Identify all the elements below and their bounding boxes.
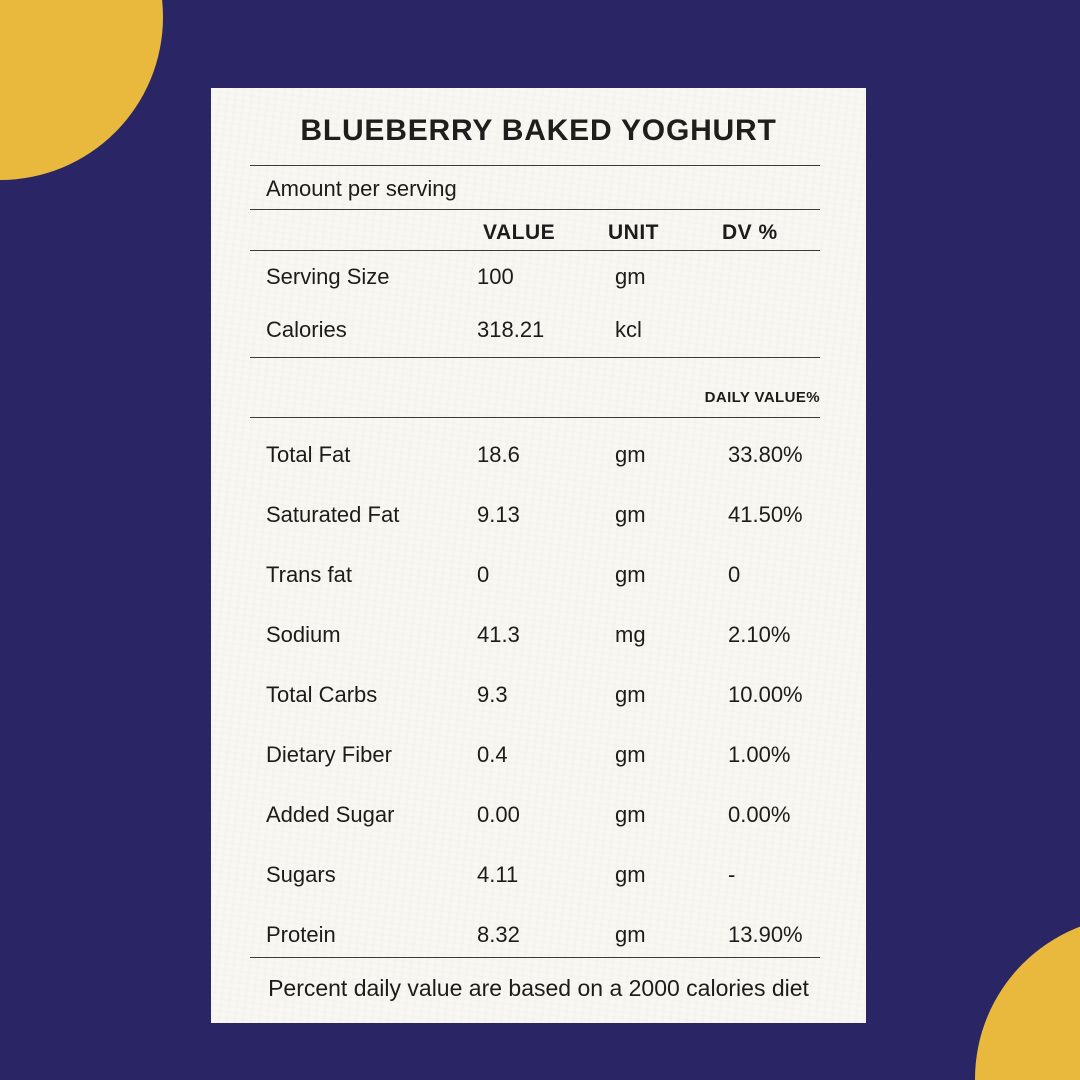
- row-value: 0.00: [477, 802, 520, 827]
- row-unit: mg: [615, 622, 646, 647]
- row-unit: gm: [615, 862, 646, 887]
- row-unit: gm: [615, 742, 646, 767]
- row-dv: 13.90%: [728, 922, 803, 947]
- row-unit: gm: [615, 502, 646, 527]
- nutrition-row: [266, 500, 826, 530]
- row-unit: gm: [615, 264, 646, 289]
- nutrition-label-card: [211, 88, 866, 1023]
- daily-value-heading: DAILY VALUE%: [704, 389, 820, 406]
- row-value: 9.3: [477, 682, 508, 707]
- divider-below-daily-value: [250, 417, 820, 418]
- row-value: 9.13: [477, 502, 520, 527]
- row-value: 0.4: [477, 742, 508, 767]
- decor-circle-top-left-icon: [0, 0, 163, 180]
- row-value: 18.6: [477, 442, 520, 467]
- row-dv: 0: [728, 562, 741, 587]
- column-header-dv: DV %: [722, 221, 778, 244]
- row-dv: [728, 315, 826, 345]
- nutrition-row: [266, 920, 826, 950]
- nutrition-row: [266, 440, 826, 470]
- row-value: 41.3: [477, 622, 520, 647]
- row-value: 8.32: [477, 922, 520, 947]
- row-label: Sodium: [266, 622, 341, 647]
- divider-below-calories: [250, 357, 820, 358]
- divider-below-headers: [250, 250, 820, 251]
- divider-below-amount: [250, 209, 820, 210]
- row-unit: gm: [615, 922, 646, 947]
- divider-above-footnote: [250, 957, 820, 958]
- row-label: Trans fat: [266, 562, 352, 587]
- row-dv: 10.00%: [728, 682, 803, 707]
- row-unit: gm: [615, 442, 646, 467]
- nutrition-row: [266, 560, 826, 590]
- row-dv: 33.80%: [728, 442, 803, 467]
- row-dv: 1.00%: [728, 742, 791, 767]
- row-value: 4.11: [477, 862, 519, 887]
- row-dv: -: [728, 862, 736, 887]
- divider-below-title: [250, 165, 820, 166]
- row-dv: 0.00%: [728, 802, 791, 827]
- product-title: BLUEBERRY BAKED YOGHURT: [300, 114, 777, 147]
- nutrition-row: [266, 740, 826, 770]
- nutrition-row: [266, 315, 826, 345]
- row-label: Saturated Fat: [266, 502, 400, 527]
- nutrition-row: [266, 680, 826, 710]
- decor-circle-bottom-right-icon: [975, 916, 1080, 1080]
- row-dv: [728, 262, 826, 292]
- column-header-unit: UNIT: [608, 221, 659, 244]
- row-label: Calories: [266, 317, 347, 342]
- row-dv: 41.50%: [728, 502, 803, 527]
- row-label: Added Sugar: [266, 802, 395, 827]
- column-header-row: [211, 218, 866, 248]
- nutrition-row: [266, 860, 826, 890]
- row-unit: gm: [615, 802, 646, 827]
- row-label: Serving Size: [266, 264, 390, 289]
- column-header-value: VALUE: [483, 221, 556, 244]
- row-unit: kcl: [615, 317, 642, 342]
- row-value: 318.21: [477, 317, 545, 342]
- row-label: Total Carbs: [266, 682, 378, 707]
- row-label: Dietary Fiber: [266, 742, 392, 767]
- amount-per-serving-label: Amount per serving: [266, 176, 457, 201]
- row-value: 0: [477, 562, 490, 587]
- row-unit: gm: [615, 682, 646, 707]
- footnote: Percent daily value are based on a 2000 calories diet: [268, 975, 809, 1001]
- row-value: 100: [477, 264, 514, 289]
- row-label: Sugars: [266, 862, 336, 887]
- row-dv: 2.10%: [728, 622, 791, 647]
- nutrition-row: [266, 262, 826, 292]
- row-label: Total Fat: [266, 442, 351, 467]
- row-unit: gm: [615, 562, 646, 587]
- row-label: Protein: [266, 922, 336, 947]
- nutrition-row: [266, 620, 826, 650]
- nutrition-row: [266, 800, 826, 830]
